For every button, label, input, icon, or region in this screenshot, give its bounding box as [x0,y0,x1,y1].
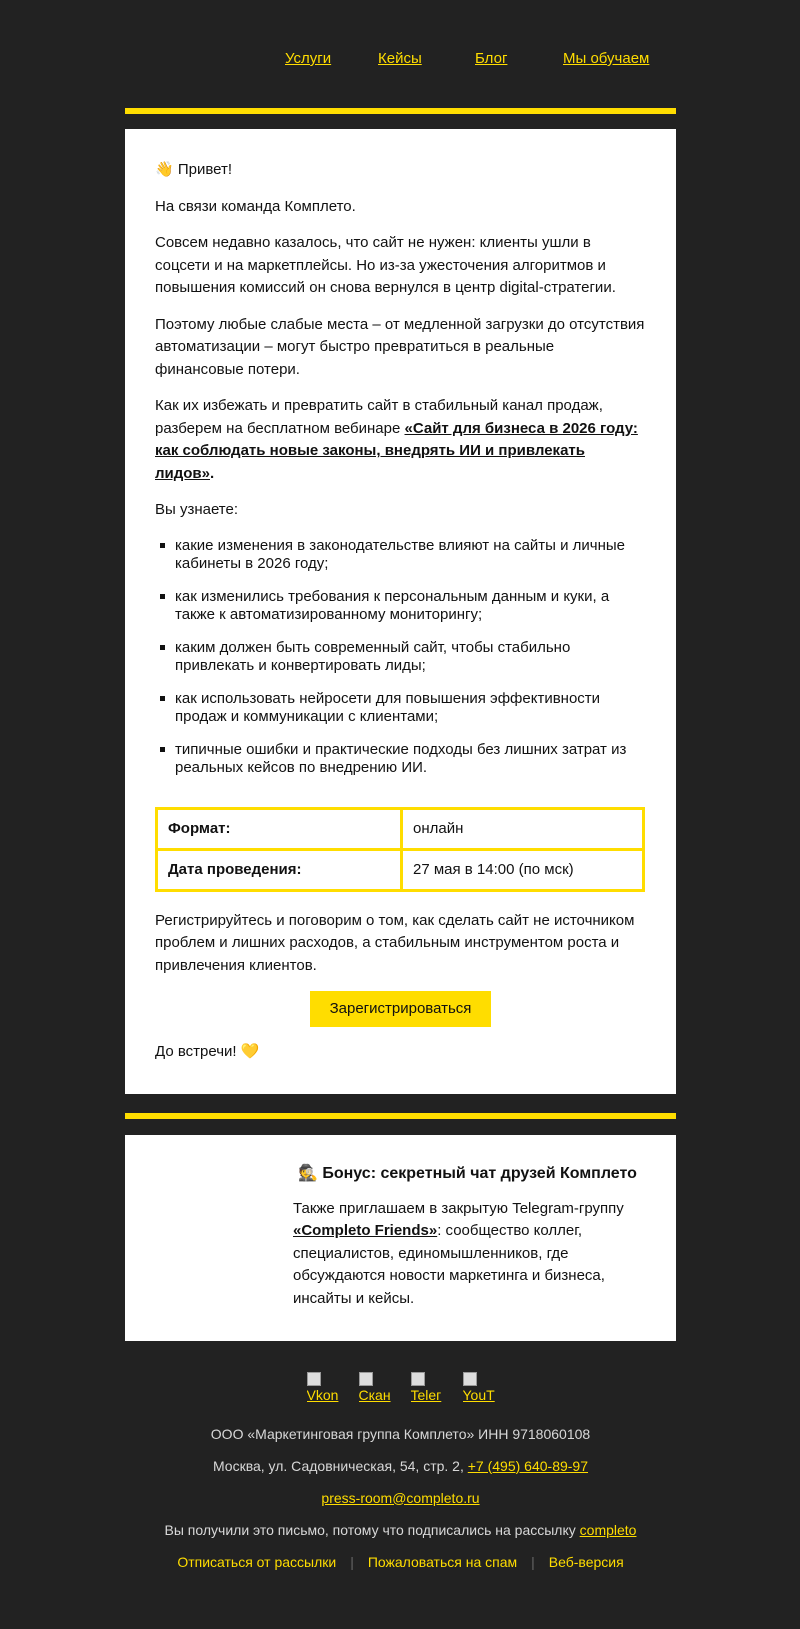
table-row [157,808,644,849]
table-row [157,849,644,890]
separator: | [350,1553,354,1570]
footer-links [125,1552,676,1584]
bullet-icon [160,543,165,548]
address-line [125,1456,676,1488]
nav-link-cases[interactable]: Кейсы [378,50,422,67]
nav-link-education[interactable]: Мы обучаем [563,50,650,67]
paragraph-weak-spots: Поэтому любые слабые места – от медленной загрузки до отсутствия автоматизации – могут быстро превратиться в реальные финансовые потери. [155,315,645,378]
webinar-period: . [210,464,215,482]
bonus-text-rest: : сообщество коллег, специалистов, единомышленников, где обсуждаются новости маркетинга и бизнеса, инсайты и кейсы. [293,1222,605,1307]
register-button[interactable]: Зарегистрироваться [310,991,492,1027]
paragraph-site-importance: Совсем недавно казалось, что сайт не нужен: клиенты ушли в соцсети и на маркетплейсы. Но из-за ужесточения алгоритмов и повышения комиссий он снова вернулся в центр digital-стратегии. [155,234,616,296]
cta-text: Регистрируйтесь и поговорим о том, как сделать сайт не источником проблем и лишних расходов, а стабильным инструментом роста и привлечения клиентов. [155,911,635,974]
date-value: 27 мая в 14:00 (по мск) [402,849,644,890]
date-label: Дата проведения: [157,849,402,890]
social-links [125,1372,676,1406]
report-spam-link[interactable]: Пожаловаться на спам [367,1553,518,1570]
bullet-icon [160,696,165,701]
unsubscribe-link[interactable]: Отписаться от рассылки [177,1553,337,1570]
email-container [125,0,676,1584]
nav-link-blog[interactable]: Блог [475,50,508,67]
list-item-text: как использовать нейросети для повышения эффективности продаж и коммуникации с клиентами; [175,689,601,725]
broken-image-icon [463,1372,477,1386]
broken-image-icon [307,1372,321,1386]
list-item-text: как изменились требования к персональным данным и куки, а также к автоматизированному мониторингу; [175,587,610,623]
broken-image-icon [411,1372,425,1386]
separator: | [531,1553,535,1570]
footer [125,1341,676,1584]
list-item-text: какие изменения в законодательстве влияют на сайты и личные кабинеты в 2026 году; [175,536,626,572]
learn-heading: Вы узнаете: [155,501,239,518]
list-item [175,690,646,726]
bonus-title: 🕵️ Бонус: секретный чат друзей Комплето [298,1164,637,1182]
bullet-icon [160,594,165,599]
telegram-icon[interactable]: Teleг [411,1372,443,1406]
bonus-text-intro: Также приглашаем в закрытую Telegram-группу [293,1199,624,1217]
list-item-text: каким должен быть современный сайт, чтобы стабильно привлекать и конвертировать лиды; [175,638,571,674]
nav-link-services[interactable]: Услуги [285,50,332,67]
intro-text: На связи команда Комплето. [155,197,356,215]
bullet-icon [160,645,165,650]
broken-image-icon [359,1372,373,1386]
main-card [125,129,676,1094]
youtube-icon[interactable]: YouT [463,1372,495,1406]
web-version-link[interactable]: Веб-версия [548,1553,624,1570]
list-item-text: типичные ошибки и практические подходы без лишних затрат из реальных кейсов по внедрению ИИ. [175,740,627,776]
email-link[interactable]: press-room@completo.ru [321,1489,480,1506]
list-item [175,741,646,777]
dzen-icon[interactable]: Cкан [359,1372,391,1406]
phone-link[interactable]: +7 (495) 640-89-97 [467,1457,589,1474]
format-value: онлайн [402,808,644,849]
subscription-link[interactable]: completo [579,1521,637,1538]
list-item [175,588,646,624]
subscription-text: Вы получили это письмо, потому что подписались на рассылку [164,1521,580,1538]
greeting: 👋 Привет! [155,161,233,178]
learn-list [155,537,646,777]
bonus-card [125,1135,676,1341]
paragraph-webinar [155,395,646,485]
telegram-group-link[interactable]: «Completo Friends» [293,1222,438,1239]
bullet-icon [160,747,165,752]
vk-icon[interactable]: Vkon [307,1372,339,1406]
webinar-intro-text: Как их избежать и превратить сайт в стабильный канал продаж, разберем на бесплатном вебинаре [155,397,603,437]
list-item [175,639,646,675]
register-button-row [155,991,646,1027]
bonus-text [293,1198,643,1311]
email-line [125,1488,676,1520]
webinar-info-table [155,807,645,892]
signoff: До встречи! 💛 [155,1043,260,1060]
list-item [175,537,646,573]
top-nav [125,0,676,108]
format-label: Формат: [157,808,402,849]
company-info: ООО «Маркетинговая группа Комплето» ИНН 9718060108 [210,1425,591,1442]
subscription-notice [125,1520,676,1552]
webinar-link[interactable]: «Сайт для бизнеса в 2026 году: как соблюдать новые законы, внедрять ИИ и привлекать лидов» [155,419,638,482]
address-text: Москва, ул. Садовническая, 54, стр. 2, [212,1457,468,1474]
